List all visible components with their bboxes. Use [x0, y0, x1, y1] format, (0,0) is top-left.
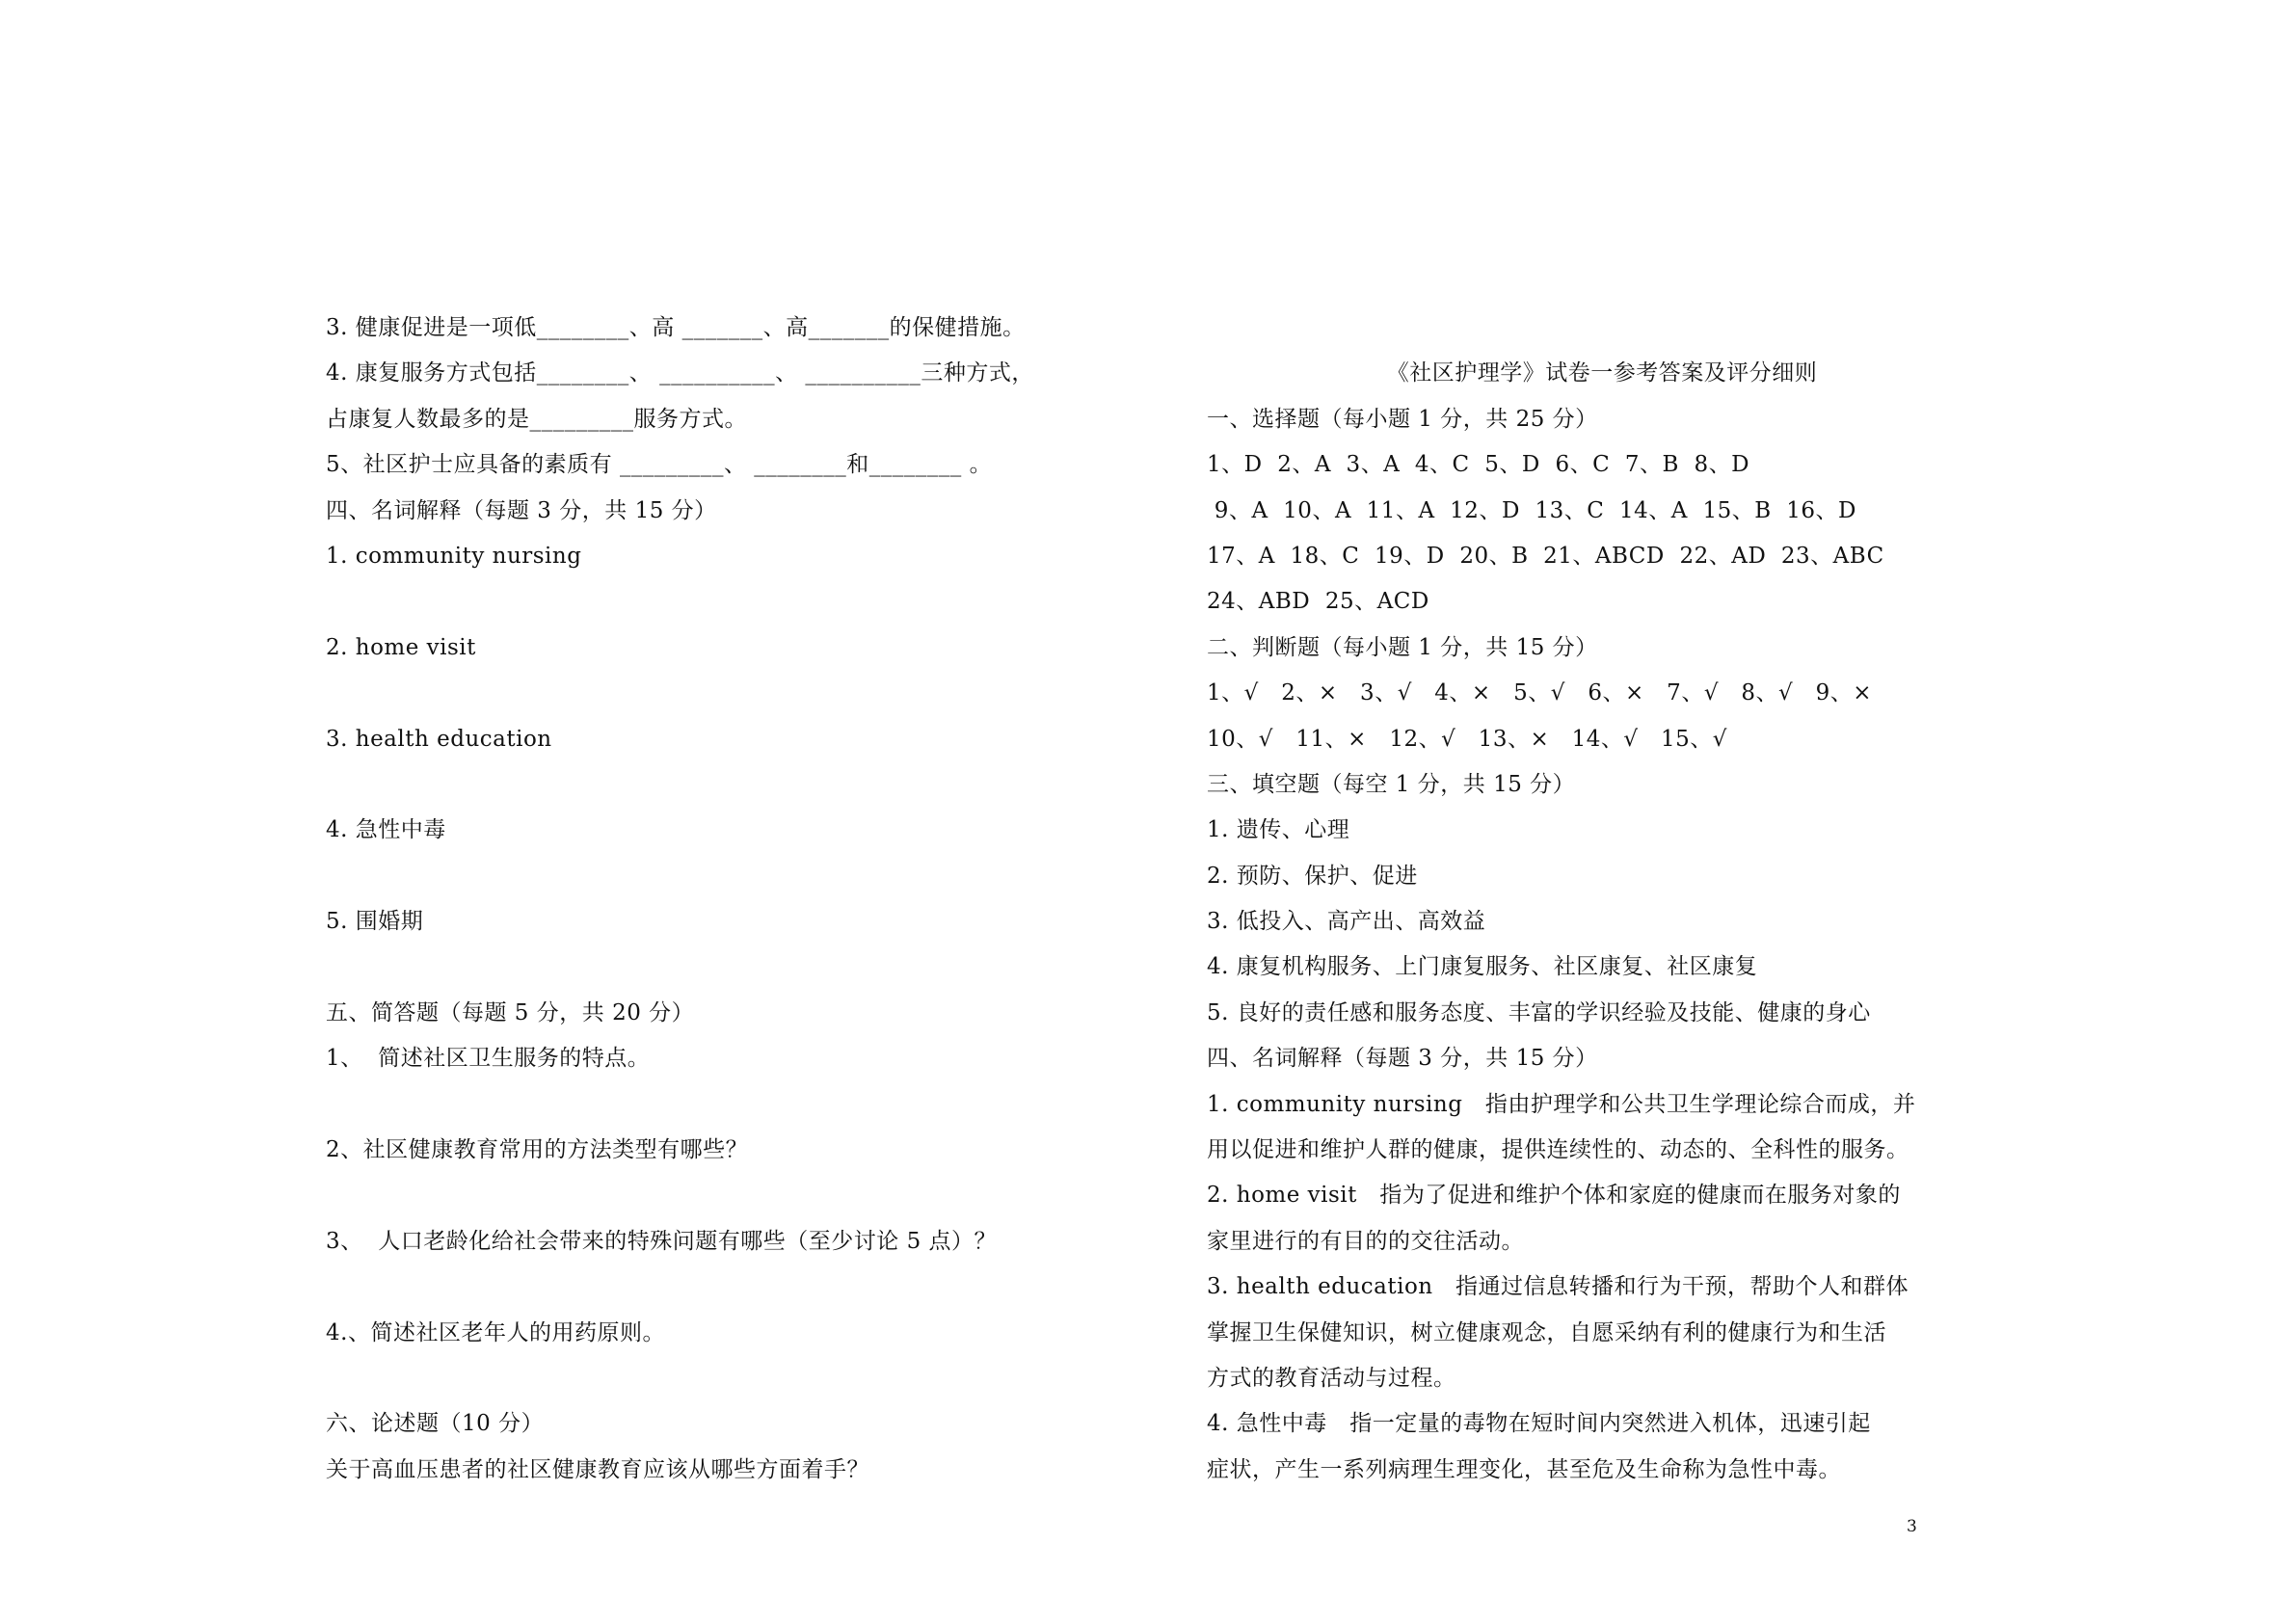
- fill-blank-answer-3: 3. 低投入、高产出、高效益: [1207, 909, 1486, 935]
- section-heading-true-false: 二、判断题（每小题 1 分，共 15 分）: [1207, 634, 1598, 660]
- term-answer-3-continued: 掌握卫生保健知识，树立健康观念，自愿采纳有利的健康行为和生活: [1207, 1319, 1886, 1345]
- term-question-2: 2. home visit: [326, 634, 476, 660]
- answer-space: [326, 945, 1135, 990]
- essay-question: 关于高血压患者的社区健康教育应该从哪些方面着手？: [326, 1456, 869, 1482]
- multiple-choice-answers-row-3: 17、A 18、C 19、D 20、B 21、ABCD 22、AD 23、ABC: [1207, 543, 1884, 569]
- term-answer-3: 3. health education 指通过信息转播和行为干预，帮助个人和群体: [1207, 1274, 1909, 1300]
- multiple-choice-answers-row-1: 1、D 2、A 3、A 4、C 5、D 6、C 7、B 8、D: [1207, 452, 1750, 478]
- term-answer-3-continued: 方式的教育活动与过程。: [1207, 1365, 1456, 1391]
- section-heading-term-definitions: 四、名词解释（每题 3 分，共 15 分）: [326, 497, 717, 523]
- term-answer-4: 4. 急性中毒 指一定量的毒物在短时间内突然进入机体，迅速引起: [1207, 1411, 1871, 1437]
- fill-blank-question-3: 3. 健康促进是一项低________、高 _______、高_______的保健措施。: [326, 315, 1026, 340]
- term-answer-2: 2. home visit 指为了促进和维护个体和家庭的健康而在服务对象的: [1207, 1183, 1901, 1209]
- answer-space: [326, 854, 1135, 899]
- answer-space: [326, 1265, 1135, 1310]
- true-false-answers-row-1: 1、√ 2、× 3、√ 4、× 5、√ 6、× 7、√ 8、√ 9、×: [1207, 680, 1873, 706]
- true-false-answers-row-2: 10、√ 11、× 12、√ 13、× 14、√ 15、√: [1207, 726, 1727, 752]
- section-heading-short-answer: 五、简答题（每题 5 分，共 20 分）: [326, 999, 695, 1025]
- term-answer-1-continued: 用以促进和维护人群的健康，提供连续性的、动态的、全科性的服务。: [1207, 1137, 1909, 1163]
- answer-key-column: [1207, 306, 1939, 1493]
- fill-blank-answer-4: 4. 康复机构服务、上门康复服务、社区康复、社区康复: [1207, 954, 1758, 980]
- term-answer-4-continued: 症状，产生一系列病理生理变化，甚至危及生命称为急性中毒。: [1207, 1456, 1841, 1482]
- spacer: [1207, 306, 1939, 351]
- section-heading-term-definitions-answers: 四、名词解释（每题 3 分，共 15 分）: [1207, 1046, 1598, 1072]
- short-answer-question-3: 3、 人口老龄化给社会带来的特殊问题有哪些（至少讨论 5 点）？: [326, 1228, 998, 1254]
- term-answer-1: 1. community nursing 指由护理学和公共卫生学理论综合而成，并: [1207, 1091, 1916, 1117]
- fill-blank-question-4-continued: 占康复人数最多的是_________服务方式。: [326, 406, 747, 432]
- exam-questions-column: [326, 306, 1135, 1493]
- fill-blank-question-5: 5、社区护士应具备的素质有 _________、 ________和________ 。: [326, 452, 993, 478]
- answer-space: [326, 1356, 1135, 1401]
- term-answer-2-continued: 家里进行的有目的的交往活动。: [1207, 1228, 1524, 1254]
- page-number: 3: [1907, 1517, 1917, 1536]
- fill-blank-answer-1: 1. 遗传、心理: [1207, 817, 1350, 843]
- answer-space: [326, 762, 1135, 808]
- short-answer-question-2: 2、社区健康教育常用的方法类型有哪些？: [326, 1137, 749, 1163]
- multiple-choice-answers-row-4: 24、ABD 25、ACD: [1207, 589, 1429, 615]
- term-question-3: 3. health education: [326, 726, 552, 752]
- answer-key-title: 《社区护理学》试卷一参考答案及评分细则: [1386, 360, 1818, 386]
- fill-blank-answer-2: 2. 预防、保护、促进: [1207, 863, 1418, 889]
- section-heading-essay: 六、论述题（10 分）: [326, 1411, 545, 1437]
- answer-space: [326, 1082, 1135, 1128]
- fill-blank-question-4: 4. 康复服务方式包括________、 __________、 __________三种方式，: [326, 360, 1034, 386]
- section-heading-fill-blank: 三、填空题（每空 1 分，共 15 分）: [1207, 771, 1576, 797]
- multiple-choice-answers-row-2: 9、A 10、A 11、A 12、D 13、C 14、A 15、B 16、D: [1207, 497, 1856, 523]
- term-question-4: 4. 急性中毒: [326, 817, 446, 843]
- short-answer-question-4: 4.、简述社区老年人的用药原则。: [326, 1319, 665, 1345]
- answer-space: [326, 671, 1135, 716]
- answer-space: [326, 579, 1135, 625]
- term-question-5: 5. 围婚期: [326, 909, 424, 935]
- fill-blank-answer-5: 5. 良好的责任感和服务态度、丰富的学识经验及技能、健康的身心: [1207, 999, 1871, 1025]
- answer-space: [326, 1173, 1135, 1218]
- term-question-1: 1. community nursing: [326, 543, 582, 569]
- short-answer-question-1: 1、 简述社区卫生服务的特点。: [326, 1046, 651, 1072]
- section-heading-multiple-choice: 一、选择题（每小题 1 分，共 25 分）: [1207, 406, 1598, 432]
